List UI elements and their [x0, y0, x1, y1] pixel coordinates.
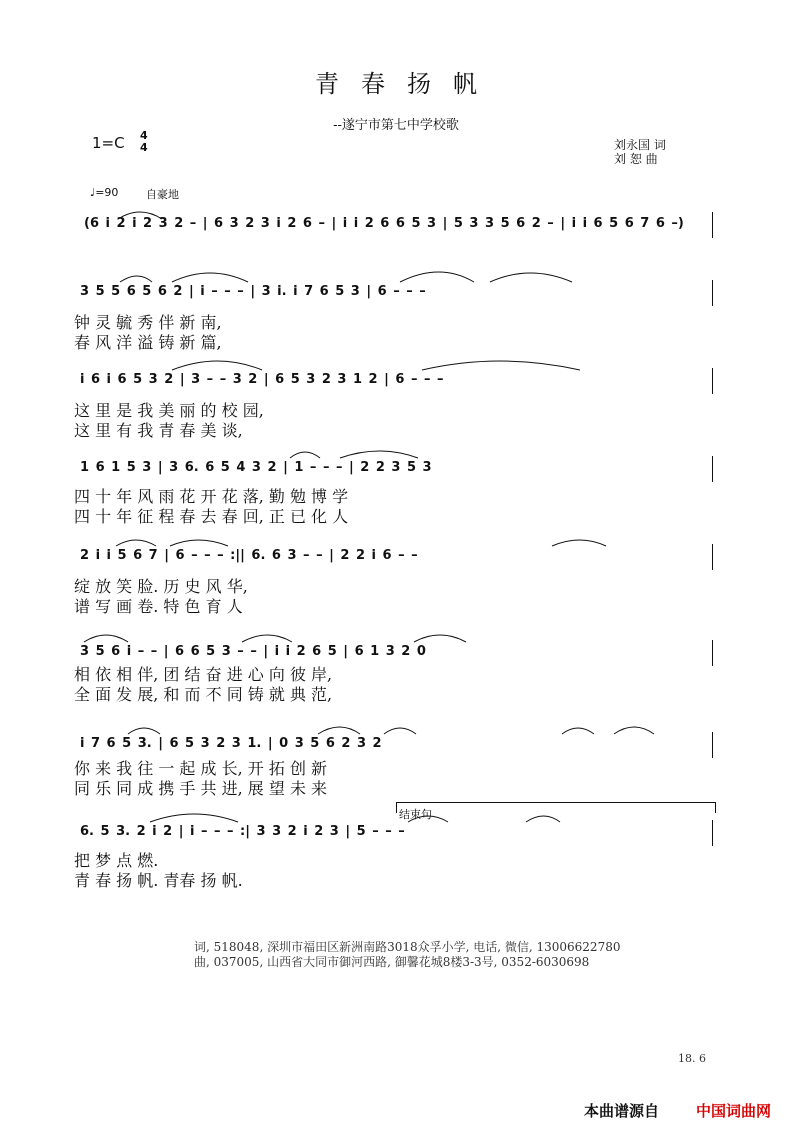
- notes: 2 i i 5 6 7 | 6 – – – :|| 6. 6 3 – – | 2 2 i 6 – –: [80, 548, 418, 563]
- lyricist: 刘永国 词: [614, 138, 666, 152]
- expression-mark: 自豪地: [146, 188, 179, 201]
- slur: [118, 212, 162, 219]
- slur: [340, 451, 418, 458]
- slur: [84, 635, 128, 642]
- time-signature-top: 4: [140, 129, 148, 142]
- song-subtitle: --遂宁市第七中学校歌: [333, 118, 459, 133]
- notes: 6. 5 3. 2 i 2 | i – – – :| 3 3 2 i 2 3 | 5 – – –: [80, 824, 405, 839]
- slur: [172, 361, 262, 370]
- slur: [242, 635, 292, 642]
- lyrics-verse-1: 把 梦 点 燃.: [74, 851, 159, 870]
- lyrics-verse-2: 同 乐 同 成 携 手 共 进, 展 望 未 来: [74, 779, 328, 798]
- lyrics-verse-2: 四 十 年 征 程 春 去 春 回, 正 已 化 人: [74, 507, 349, 526]
- lyrics-verse-1: 你 来 我 往 一 起 成 长, 开 拓 创 新: [74, 759, 328, 778]
- slur: [384, 728, 416, 734]
- slur: [150, 814, 238, 822]
- lyrics-verse-2: 春 风 洋 溢 铸 新 篇,: [74, 333, 222, 352]
- slur: [318, 727, 360, 734]
- slur: [422, 361, 580, 370]
- lyrics-verse-1: 相 依 相 伴, 团 结 奋 进 心 向 彼 岸,: [74, 665, 333, 684]
- contact-composer: 曲, 037005, 山西省大同市御河西路, 御馨花城8楼3-3号, 0352-6030698: [194, 955, 590, 969]
- composer: 刘 恕 曲: [614, 152, 658, 166]
- contact-lyricist: 词, 518048, 深圳市福田区新洲南路3018众孚小学, 电话, 微信, 13006622780: [194, 940, 621, 954]
- lyrics-verse-1: 这 里 是 我 美 丽 的 校 园,: [74, 401, 264, 420]
- slur: [552, 540, 606, 546]
- tempo-mark: ♩=90: [90, 186, 119, 199]
- source-site-link[interactable]: 中国词曲网: [696, 1102, 772, 1120]
- source-label: 本曲谱源自: [584, 1102, 660, 1120]
- slur: [128, 728, 160, 734]
- slur: [562, 728, 594, 734]
- notes: i 7 6 5 3. | 6 5 3 2 3 1. | 0 3 5 6 2 3 2: [80, 736, 382, 751]
- slur: [414, 635, 466, 642]
- lyrics-verse-2: 谱 写 画 卷. 特 色 育 人: [74, 597, 243, 616]
- contact-footer: [194, 940, 620, 970]
- lyrics-verse-1: 绽 放 笑 脸. 历 史 风 华,: [74, 577, 248, 596]
- lyrics-verse-2: 全 面 发 展, 和 而 不 同 铸 就 典 范,: [74, 685, 333, 704]
- notes: 1 6 1 5 3 | 3 6. 6 5 4 3 2 | 1 – – – | 2 2 3 5 3: [80, 460, 432, 475]
- notes: i 6 i 6 5 3 2 | 3 – – 3 2 | 6 5 3 2 3 1 2 | 6 – – –: [80, 372, 444, 387]
- lyrics-verse-2: 这 里 有 我 青 春 美 谈,: [74, 421, 243, 440]
- slur: [526, 816, 560, 822]
- ending-label: 结束句: [399, 808, 432, 821]
- slur: [120, 276, 152, 282]
- lyrics-verse-1: 四 十 年 风 雨 花 开 花 落, 勤 勉 博 学: [74, 487, 349, 506]
- notes: 3 5 5 6 5 6 2 | i – – – | 3 i. i 7 6 5 3 | 6 – – –: [80, 284, 426, 299]
- time-signature-bottom: 4: [140, 141, 148, 154]
- slur: [400, 272, 474, 282]
- slur: [408, 816, 448, 822]
- lyrics-verse-1: 钟 灵 毓 秀 伴 新 南,: [74, 313, 222, 332]
- page-mark: 18. 6: [678, 1052, 706, 1065]
- slur: [116, 540, 156, 546]
- slur: [170, 540, 228, 546]
- slur: [290, 452, 320, 458]
- slur: [490, 273, 572, 282]
- song-title: 青春扬帆: [315, 70, 499, 98]
- lyrics-verse-2: 青 春 扬 帆. 青春 扬 帆.: [74, 871, 243, 890]
- notes: 3 5 6 i – – | 6 6 5 3 – – | i i 2 6 5 | 6 1 3 2 0: [80, 644, 426, 659]
- intro-notes: (6 i 2 i 2 3 2 – | 6 3 2 3 i 2 6 – | i i 2 6 6 5 3 | 5 3 3 5 6 2 – | i i 6 5 6 7 6 –): [84, 216, 684, 231]
- key-signature: 1=C: [92, 134, 125, 152]
- slur: [614, 727, 654, 734]
- slur: [172, 273, 248, 282]
